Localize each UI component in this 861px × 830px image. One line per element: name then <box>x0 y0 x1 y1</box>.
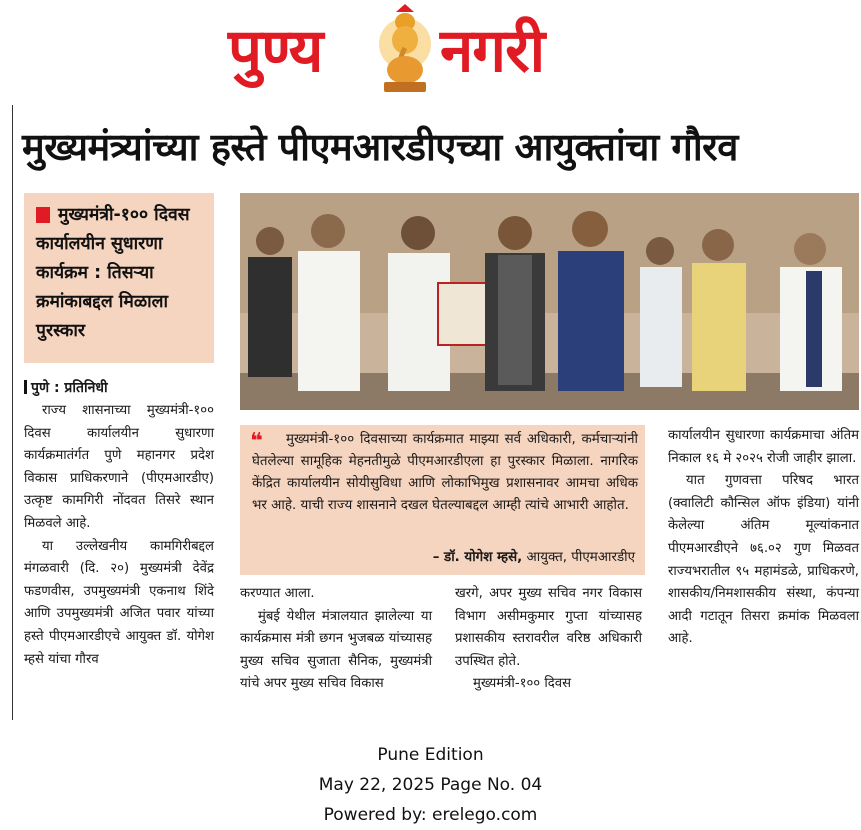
quote-author: – डॉ. योगेश म्हसे, <box>432 550 523 565</box>
quote-text: मुख्यमंत्री-१०० दिवसाच्या कार्यक्रमात माझ्या सर्व अधिकारी, कर्मचाऱ्यांनी घेतलेल्या सामूहिक मेहनतीमुळे पीएमआरडीएला हा पुरस्कार मिळाला. नागरिक केंद्रित कार्यालयीन सोयीसुविधा आणि लोकाभिमुख प्रशासनावर आमचा अधिक भर आहे. याची राज्य शासनाने दखल घेतल्याबद्दल आम्ही त्यांचे आभारी आहोत. <box>252 432 638 513</box>
dateline-text: पुणे : प्रतिनिधी <box>31 380 108 396</box>
paragraph: या उल्लेखनीय कामगिरीबद्दल मंगळवारी (दि. २०) मुख्यमंत्री देवेंद्र फडणवीस, उपमुख्यमंत्री एकनाथ शिंदे आणि उपमुख्यमंत्री अजित पवार यांच्या हस्ते पीएमआरडीएचे आयुक्त डॉ. योगेश म्हसे यांचा गौरव <box>24 538 214 667</box>
quote-role: आयुक्त, पीएमआरडीए <box>526 550 635 565</box>
subheading-box <box>24 193 214 363</box>
paragraph: मुख्यमंत्री-१०० दिवस <box>473 676 572 692</box>
paragraph: यात गुणवत्ता परिषद भारत (क्वालिटी कौन्सिल ऑफ इंडिया) यांनी केलेल्या अंतिम मूल्यांकनात पीएमआरडीएने ७६.०२ गुण मिळवत राज्यभरातील ९५ महामंडळे, प्राधिकरणे, शासकीय/निमशासकीय संस्था, कंपन्या आदी गटातून तिसरा क्रमांक मिळवला आहे. <box>668 473 859 647</box>
paragraph: खरगे, अपर मुख्य सचिव नगर विकास विभाग असीमकुमार गुप्ता यांच्यासह प्रशासकीय स्तरावरील वरिष्ठ अधिकारी उपस्थित होते. <box>455 586 642 669</box>
quote-box <box>240 425 645 575</box>
paragraph: करण्यात आला. <box>240 586 315 601</box>
award-ceremony-photo <box>240 193 859 410</box>
article-column-4 <box>668 425 859 651</box>
headline: मुख्यमंत्र्यांच्या हस्ते पीएमआरडीएच्या आयुक्तांचा गौरव <box>22 125 738 169</box>
quote-attribution <box>433 547 635 565</box>
paragraph: कार्यालयीन सुधारणा कार्यक्रमाचा अंतिम निकाल १६ मे २०२५ रोजी जाहीर झाला. <box>668 428 859 466</box>
footer-date: May 22, 2025 Page No. 04 <box>318 775 543 795</box>
article-column-2 <box>240 583 432 696</box>
page-footer <box>0 740 861 830</box>
dateline-bar-icon <box>24 380 27 394</box>
footer-powered-by: Powered by: erelego.com <box>323 805 538 825</box>
column-rule <box>12 105 13 720</box>
footer-edition: Pune Edition <box>377 745 484 765</box>
ganesha-logo-icon <box>374 4 436 96</box>
masthead-title-right: नगरी <box>440 16 545 86</box>
article-column-3 <box>455 583 642 696</box>
paragraph: राज्य शासनाच्या मुख्यमंत्री-१०० दिवस कार्यालयीन सुधारणा कार्यक्रमातंर्गत पुणे महानगर प्रदेश विकास प्राधिकरणाने (पीएमआरडीए) उत्कृष्ट कामगिरी नोंदवत तिसरे स्थान मिळवले आहे. <box>24 403 214 531</box>
masthead <box>0 0 861 105</box>
quote-mark-icon: ❝ <box>250 429 263 454</box>
paragraph: मुंबई येथील मंत्रालयात झालेल्या या कार्यक्रमास मंत्री छगन भुजबळ यांच्यासह मुख्य सचिव सुजाता सैनिक, मुख्यमंत्री यांचे अपर मुख्य सचिव विकास <box>240 608 432 692</box>
masthead-title-left: पुण्य <box>228 16 323 86</box>
subheading: मुख्यमंत्री-१०० दिवस कार्यालयीन सुधारणा कार्यक्रम : तिसऱ्या क्रमांकाबद्दल मिळाला पुरस्कार <box>36 205 190 341</box>
article-column-1 <box>24 400 214 671</box>
dateline <box>24 378 108 397</box>
